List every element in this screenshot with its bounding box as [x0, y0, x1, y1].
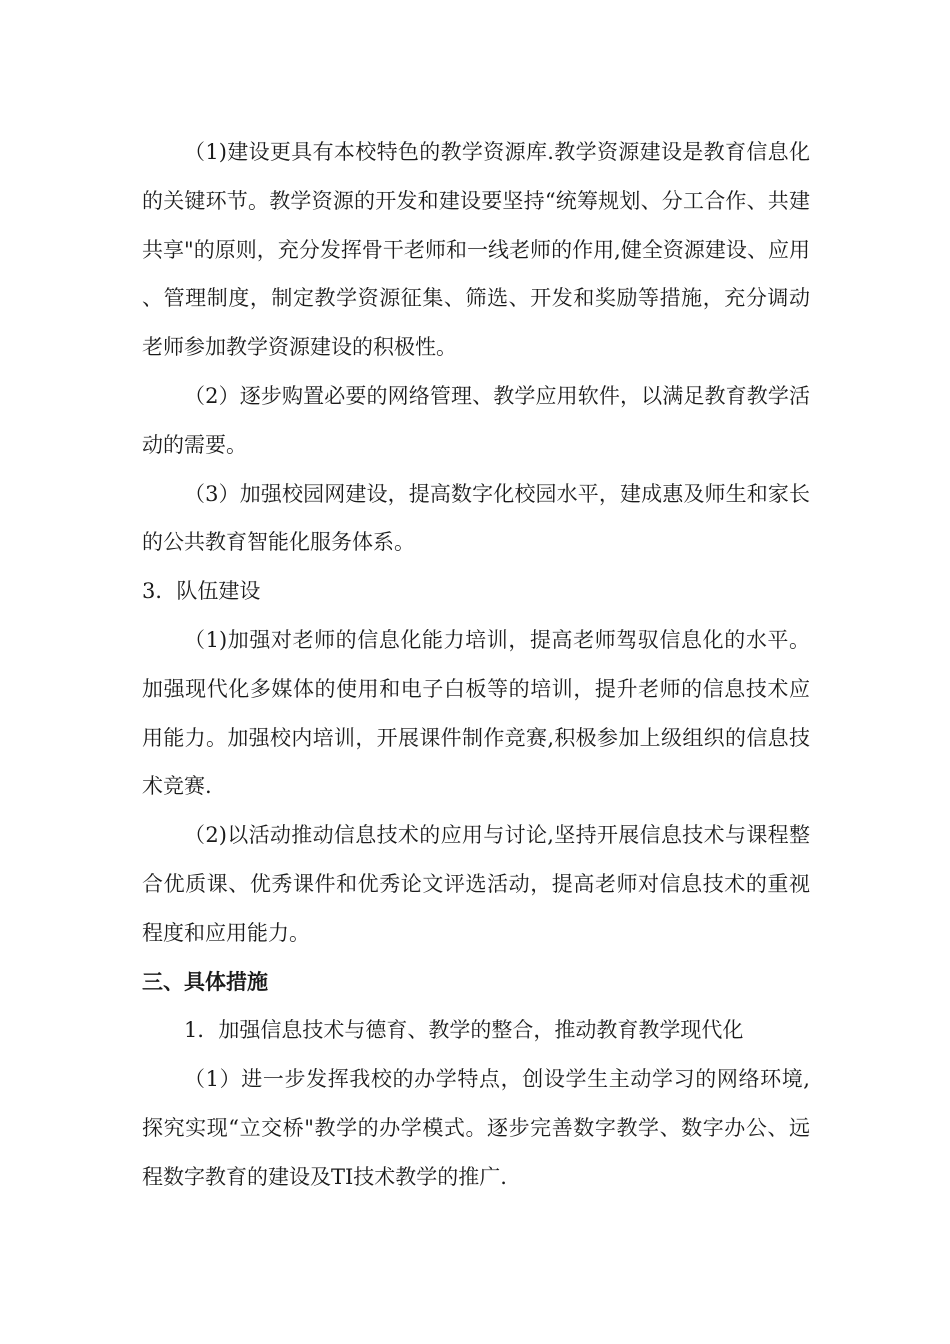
paragraph-software-purchase: （2）逐步购置必要的网络管理、教学应用软件，以满足教育教学活动的需要。 [142, 383, 810, 457]
paragraph-teacher-training: （1)加强对老师的信息化能力培训，提高老师驾驭信息化的水平。加强现代化多媒体的使用和电子白板等的培训，提升老师的信息技术应用能力。加强校内培训，开展课件制作竞赛,积极参加上级组织的信息技术竞赛. [142, 627, 810, 799]
paragraph-activity-promotion: （2)以活动推动信息技术的应用与讨论,坚持开展信息技术与课程整合优质课、优秀课件和优秀论文评选活动，提高老师对信息技术的重视程度和应用能力。 [142, 823, 810, 945]
subheading-integration: 1．加强信息技术与德育、教学的整合，推动教育教学现代化 [184, 1018, 744, 1043]
document-body [142, 128, 810, 1202]
paragraph-resource-library: （1)建设更具有本校特色的教学资源库.教学资源建设是教育信息化的关键环节。教学资源的开发和建设要坚持“统筹规划、分工合作、共建共享"的原则，充分发挥骨干老师和一线老师的作用,健全资源建设、应用、管理制度，制定教学资源征集、筛选、开发和奖励等措施，充分调动老师参加教学资源建设的积极性。 [142, 140, 810, 360]
paragraph-campus-network: （3）加强校园网建设，提高数字化校园水平，建成惠及师生和家长的公共教育智能化服务体系。 [142, 481, 810, 555]
section-heading-team-building: 3．队伍建设 [142, 579, 261, 604]
paragraph-school-characteristics: （1）进一步发挥我校的办学特点，创设学生主动学习的网络环境,探究实现“立交桥"教学的办学模式。逐步完善数字教学、数字办公、远程数字教育的建设及TI技术教学的推广. [142, 1067, 810, 1189]
section-heading-specific-measures: 三、具体措施 [142, 969, 268, 994]
